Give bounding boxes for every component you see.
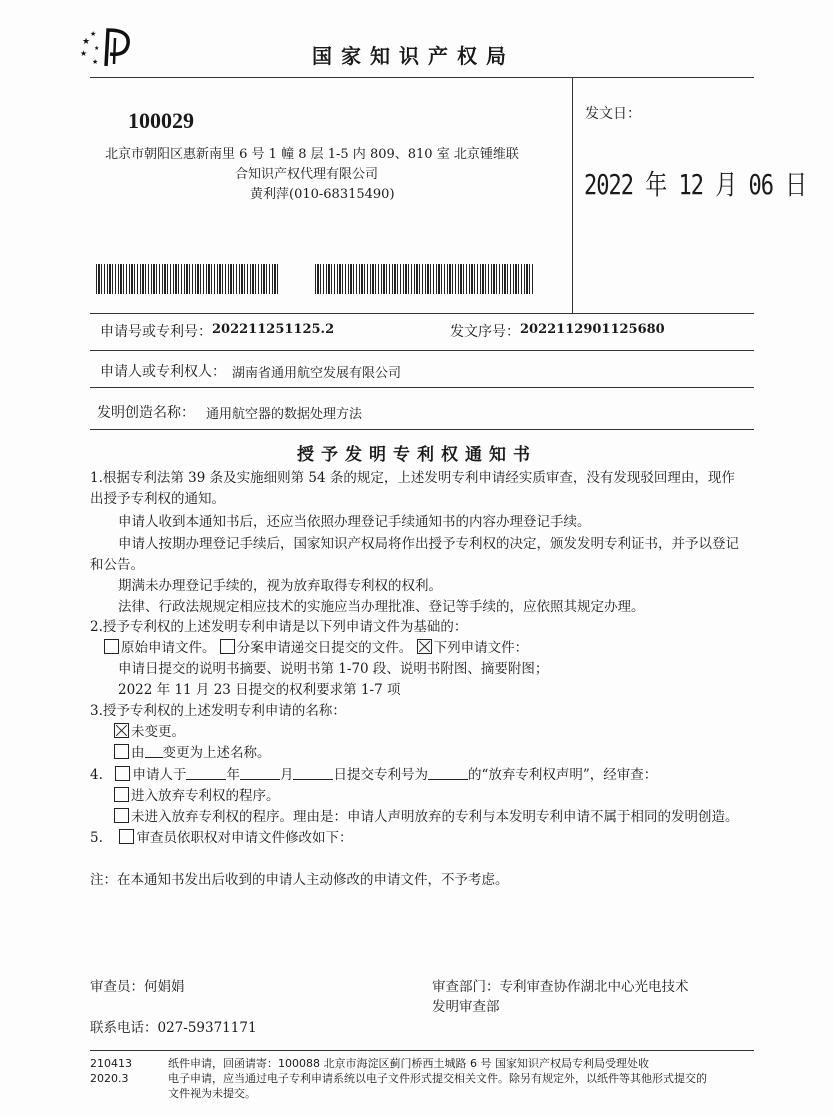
notice-text: 3.授予专利权的上述发明专利申请的名称： <box>90 703 346 719</box>
blank-field <box>428 767 468 780</box>
header-divider <box>90 77 754 78</box>
svg-text:★: ★ <box>90 30 97 38</box>
svg-text:★: ★ <box>80 49 88 58</box>
waiver-line <box>90 765 657 786</box>
checkbox-examiner-amend <box>119 829 134 844</box>
note: 注：在本通知书发出后收到的申请人主动修改的申请文件，不予考虑。 <box>90 872 509 888</box>
notice-text: 1.根据专利法第 39 条及实施细则第 54 条的规定，上述发明专利申请经实质审查，没有发现驳回理由，现作 <box>90 470 735 486</box>
svg-text:★: ★ <box>92 58 99 66</box>
applicant-label: 申请人或专利权人： <box>100 364 226 380</box>
notice-text: 申请人按期办理登记手续后，国家知识产权局将作出授予专利权的决定，颁发发明专利证书，并予以登记 <box>118 536 739 552</box>
checkbox-unchanged-checked <box>114 723 129 738</box>
checkbox-original <box>104 639 119 654</box>
notice-text: 期满未办理登记手续的，视为放弃取得专利权的权利。 <box>118 578 442 594</box>
phone <box>90 1018 257 1039</box>
postcode: 100029 <box>128 108 194 133</box>
basis-options <box>104 638 528 659</box>
address-line: 合知识产权代理有限公司 <box>235 167 379 182</box>
row-divider <box>90 350 754 351</box>
issue-date-label: 发文日： <box>585 106 641 122</box>
row-divider <box>90 387 754 388</box>
row-divider <box>90 429 754 430</box>
header-title: 国家知识产权局 <box>312 44 515 68</box>
text: 月 <box>279 767 294 783</box>
notice-title: 授予发明专利权通知书 <box>297 445 537 465</box>
invention-name: 通用航空器的数据处理方法 <box>206 407 363 422</box>
checkbox-waiver <box>115 766 130 781</box>
waiver-option-2 <box>114 807 739 828</box>
barcode <box>96 264 278 294</box>
notice-text: 和公告。 <box>90 557 144 573</box>
dept-name: 发明审查部 <box>432 999 500 1015</box>
issue-date-stamp: 2022 年 12 月 06 日 <box>584 170 807 202</box>
checkbox-listed-docs-checked <box>417 639 432 654</box>
notice-text: 法律、行政法规规定相应技术的实施应当办理批准、登记等手续的，应依照其规定办理。 <box>118 599 645 615</box>
name-option-unchanged <box>114 722 185 743</box>
row-divider <box>90 313 754 314</box>
dept-label: 审查部门： <box>432 979 500 995</box>
footer-text: 电子申请，应当通过电子专利申请系统以电子文件形式提交相关文件。除另有规定外，以纸件等其他形式提交的 <box>168 1072 707 1085</box>
notice-text: 申请人收到本通知书后，还应当依照办理登记手续通知书的内容办理登记手续。 <box>118 514 591 530</box>
phone-number: 027-59371171 <box>157 1020 257 1036</box>
option-label: 下列申请文件： <box>433 640 529 656</box>
form-code: 210413 <box>90 1057 132 1070</box>
amend-line <box>90 828 352 849</box>
option-label: 未进入放弃专利权的程序。理由是：申请人声明放弃的专利与本发明专利申请不属于相同的发明创造。 <box>131 809 739 825</box>
examiner <box>90 977 185 998</box>
footer-divider <box>90 1050 754 1051</box>
barcode <box>315 264 533 294</box>
option-label: 分案申请递交日提交的文件。 <box>236 640 413 656</box>
blank-field <box>145 745 163 758</box>
name-option-changed <box>114 743 271 764</box>
examiner-name: 何娟娟 <box>144 979 185 995</box>
text: 日提交专利号为 <box>333 767 428 783</box>
form-version: 2020.3 <box>90 1072 129 1085</box>
option-label: 未变更。 <box>131 724 185 740</box>
section-number: 4. <box>90 767 103 783</box>
footer-text: 文件视为未提交。 <box>168 1087 256 1100</box>
checkbox-not-enter-waiver <box>114 808 129 823</box>
address-line: 黄利萍(010-68315490) <box>250 187 395 202</box>
checkbox-enter-waiver <box>114 787 129 802</box>
checkbox-changed <box>114 744 129 759</box>
examiner-label: 审查员： <box>90 979 144 995</box>
notice-text: 2.授予专利权的上述发明专利申请是以下列申请文件为基础的： <box>90 619 468 635</box>
checkbox-divisional <box>220 639 235 654</box>
section-number: 5. <box>90 830 103 846</box>
phone-label: 联系电话： <box>90 1020 158 1036</box>
blank-field <box>186 767 226 780</box>
vertical-divider <box>572 78 573 314</box>
blank-field <box>240 767 280 780</box>
dept-name: 专利审查协作湖北中心光电技术 <box>499 979 689 995</box>
option-label: 进入放弃专利权的程序。 <box>131 788 280 804</box>
blank-field <box>293 767 333 780</box>
invention-label: 发明创造名称： <box>97 405 195 421</box>
app-no: 202211251125.2 <box>212 322 335 337</box>
exam-dept <box>432 977 689 998</box>
doc-no-label: 发文序号： <box>450 324 520 340</box>
notice-text: 出授予专利权的通知。 <box>90 491 225 507</box>
doc-no: 2022112901125680 <box>520 322 665 337</box>
text: 申请人于 <box>132 767 187 783</box>
notice-text: 2022 年 11 月 23 日提交的权利要求第 1-7 项 <box>118 682 401 698</box>
text: 的“放弃专利权声明”，经审查： <box>467 767 658 783</box>
text: 年 <box>226 767 240 783</box>
svg-text:★: ★ <box>94 45 100 52</box>
option-label: 变更为上述名称。 <box>162 745 271 761</box>
option-label: 原始申请文件。 <box>121 640 216 656</box>
applicant: 湖南省通用航空发展有限公司 <box>232 366 402 381</box>
waiver-option-1 <box>114 786 280 807</box>
option-label: 由 <box>131 745 145 761</box>
notice-text: 申请日提交的说明书摘要、说明书第 1-70 段、说明书附图、摘要附图； <box>118 661 549 677</box>
option-label: 审查员依职权对申请文件修改如下： <box>136 830 353 846</box>
cnipa-logo <box>78 24 138 70</box>
address-line: 北京市朝阳区惠新南里 6 号 1 幢 8 层 1-5 内 809、810 室 北京锺维联 <box>105 147 519 162</box>
footer-text: 纸件申请，回函请寄：100088 北京市海淀区蓟门桥西土城路 6 号 国家知识产权局专利局受理处收 <box>168 1057 649 1070</box>
svg-text:★: ★ <box>82 37 91 47</box>
app-no-label: 申请号或专利号： <box>100 324 212 340</box>
